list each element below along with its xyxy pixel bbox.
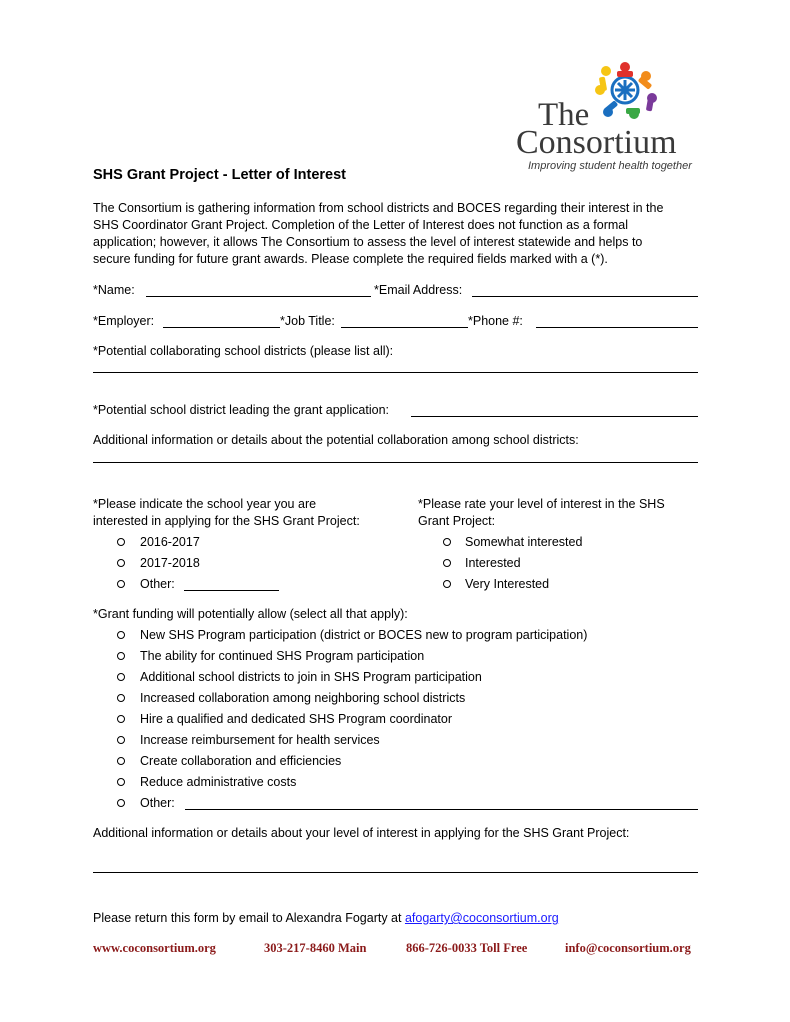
- phone-field[interactable]: [536, 327, 698, 328]
- interest-question-line-2: Grant Project:: [418, 514, 496, 528]
- page-title: SHS Grant Project - Letter of Interest: [93, 167, 346, 183]
- collab-districts-label: *Potential collaborating school districts (please list all):: [93, 344, 394, 358]
- job-title-field[interactable]: [341, 327, 468, 328]
- interest-option-very: Very Interested: [465, 577, 550, 591]
- email-label: *Email Address:: [374, 283, 463, 297]
- return-text: Please return this form by email to Alexandra Fogarty at: [93, 911, 405, 925]
- school-year-radio-other[interactable]: [117, 580, 125, 588]
- funding-option-1: New SHS Program participation (district or BOCES new to program participation): [140, 628, 588, 642]
- leading-district-field[interactable]: [411, 416, 698, 417]
- footer-phone-toll: 866-726-0033 Toll Free: [406, 941, 528, 955]
- logo-tagline: Improving student health together: [528, 160, 692, 172]
- school-year-other-field[interactable]: [184, 590, 279, 591]
- intro-line-3: application; however, it allows The Consortium to assess the level of interest statewide and helps to: [93, 235, 643, 249]
- school-year-radio-2016[interactable]: [117, 538, 125, 546]
- interest-option-interested: Interested: [465, 556, 521, 570]
- funding-checkbox-2[interactable]: [117, 652, 125, 660]
- funding-option-5: Hire a qualified and dedicated SHS Program coordinator: [140, 712, 452, 726]
- funding-question: *Grant funding will potentially allow (select all that apply):: [93, 607, 408, 621]
- return-instructions: [93, 910, 559, 926]
- interest-radio-somewhat[interactable]: [443, 538, 451, 546]
- funding-option-other: Other:: [140, 796, 175, 810]
- funding-option-8: Reduce administrative costs: [140, 775, 297, 789]
- logo-text-the: The: [538, 97, 590, 133]
- collab-districts-field[interactable]: [93, 372, 698, 373]
- intro-line-4: secure funding for future grant awards. Please complete the required fields marked with a (*).: [93, 252, 608, 266]
- interest-info-field[interactable]: [93, 872, 698, 873]
- footer-phone-main: 303-217-8460 Main: [264, 941, 367, 955]
- funding-other-field[interactable]: [185, 809, 698, 810]
- employer-label: *Employer:: [93, 314, 155, 328]
- funding-option-2: The ability for continued SHS Program participation: [140, 649, 425, 663]
- school-year-option-2017: 2017-2018: [140, 556, 200, 570]
- intro-line-1: The Consortium is gathering information from school districts and BOCES regarding their interest in the: [93, 201, 664, 215]
- interest-radio-interested[interactable]: [443, 559, 451, 567]
- logo-text-consortium: Consortium: [516, 124, 677, 161]
- school-year-option-2016: 2016-2017: [140, 535, 200, 549]
- interest-radio-very[interactable]: [443, 580, 451, 588]
- interest-info-label: Additional information or details about your level of interest in applying for the SHS Grant Project:: [93, 826, 630, 840]
- funding-checkbox-7[interactable]: [117, 757, 125, 765]
- funding-option-6: Increase reimbursement for health services: [140, 733, 380, 747]
- job-title-label: *Job Title:: [280, 314, 335, 328]
- funding-checkbox-3[interactable]: [117, 673, 125, 681]
- leading-district-label: *Potential school district leading the grant application:: [93, 403, 390, 417]
- collab-info-field[interactable]: [93, 462, 698, 463]
- funding-option-7: Create collaboration and efficiencies: [140, 754, 342, 768]
- school-year-option-other: Other:: [140, 577, 175, 591]
- funding-checkbox-8[interactable]: [117, 778, 125, 786]
- funding-checkbox-5[interactable]: [117, 715, 125, 723]
- name-field[interactable]: [146, 296, 371, 297]
- collab-info-label: Additional information or details about the potential collaboration among school districts:: [93, 433, 579, 447]
- funding-checkbox-6[interactable]: [117, 736, 125, 744]
- funding-checkbox-1[interactable]: [117, 631, 125, 639]
- name-label: *Name:: [93, 283, 135, 297]
- footer-email[interactable]: info@coconsortium.org: [565, 941, 691, 955]
- logo-people-icon: [590, 62, 660, 120]
- funding-option-3: Additional school districts to join in SHS Program participation: [140, 670, 482, 684]
- funding-checkbox-4[interactable]: [117, 694, 125, 702]
- email-field[interactable]: [472, 296, 698, 297]
- employer-field[interactable]: [163, 327, 280, 328]
- phone-label: *Phone #:: [468, 314, 523, 328]
- school-year-radio-2017[interactable]: [117, 559, 125, 567]
- interest-option-somewhat: Somewhat interested: [465, 535, 583, 549]
- funding-checkbox-9[interactable]: [117, 799, 125, 807]
- funding-option-4: Increased collaboration among neighboring school districts: [140, 691, 466, 705]
- interest-question-line-1: *Please rate your level of interest in the SHS: [418, 497, 665, 511]
- school-year-question-line-2: interested in applying for the SHS Grant Project:: [93, 514, 360, 528]
- school-year-question-line-1: *Please indicate the school year you are: [93, 497, 317, 511]
- intro-line-2: SHS Coordinator Grant Project. Completion of the Letter of Interest does not function as a formal: [93, 218, 628, 232]
- footer-website[interactable]: www.coconsortium.org: [93, 941, 216, 955]
- return-email-link[interactable]: afogarty@coconsortium.org: [404, 911, 559, 925]
- consortium-logo: [512, 62, 712, 172]
